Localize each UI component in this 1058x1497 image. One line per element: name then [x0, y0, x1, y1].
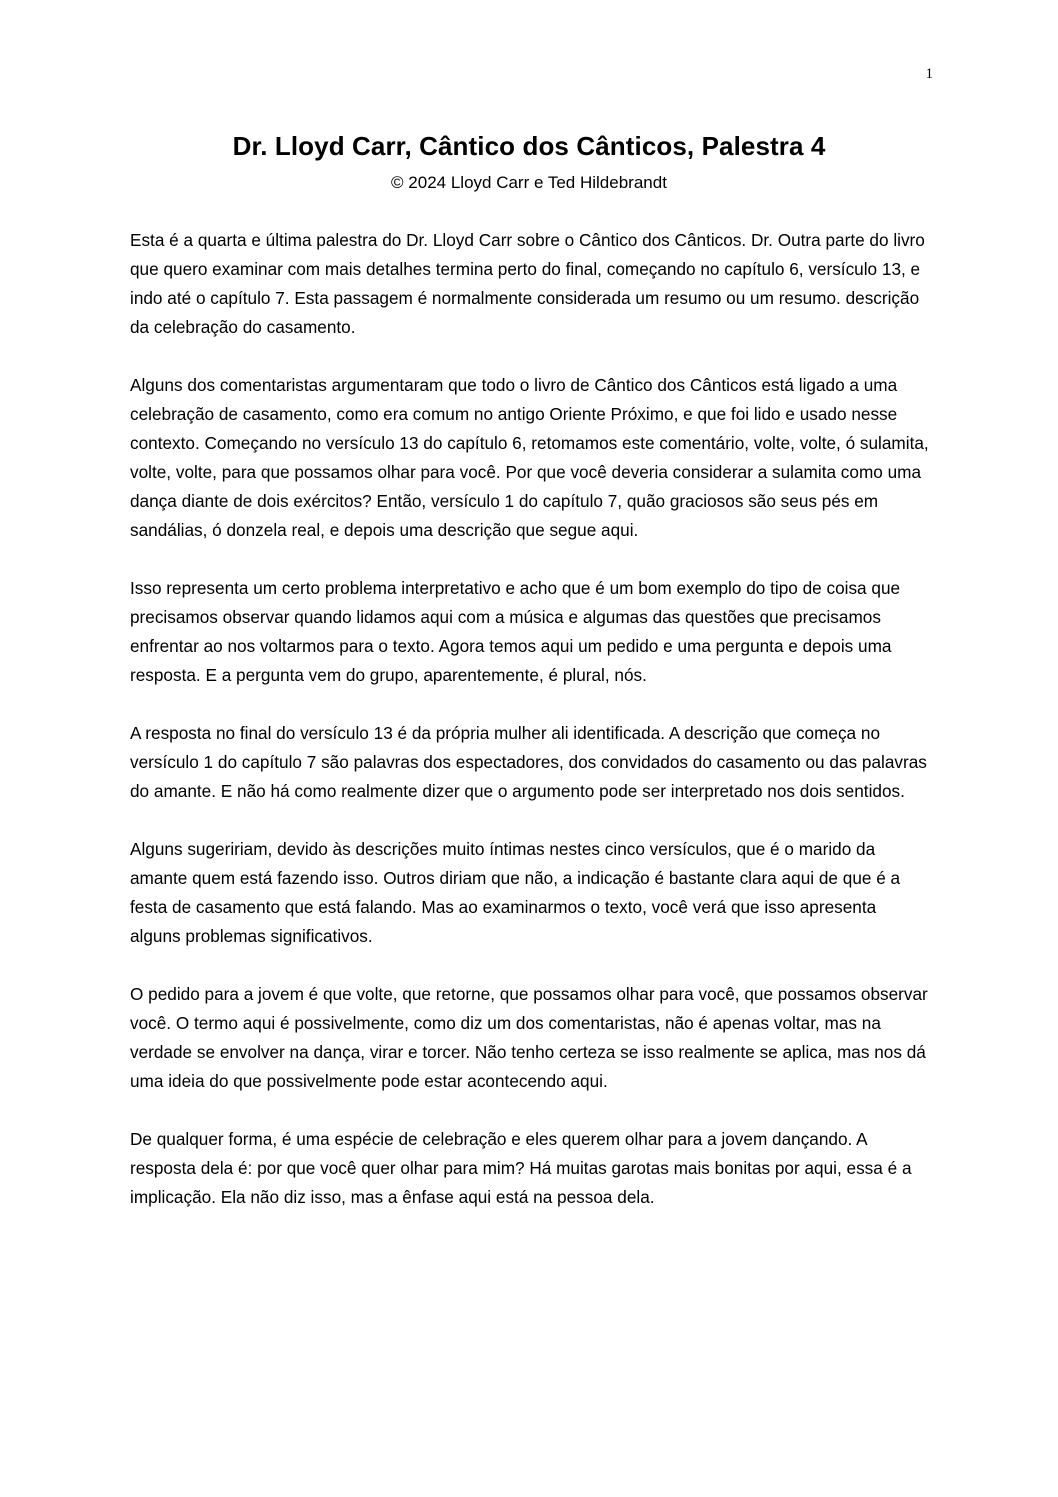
paragraph: A resposta no final do versículo 13 é da própria mulher ali identificada. A descrição que começa no versículo 1 do capítulo 7 são palavras dos espectadores, dos convidados do casamento ou das palavras do amante. E não há como realmente dizer que o argumento pode ser interpretado nos dois sentidos.: [130, 723, 927, 801]
document-body: [130, 226, 930, 1241]
copyright-line: © 2024 Lloyd Carr e Ted Hildebrandt: [391, 173, 667, 192]
paragraph: Isso representa um certo problema interpretativo e acho que é um bom exemplo do tipo de coisa que precisamos observar quando lidamos aqui com a música e algumas das questões que precisamos enfrentar ao nos voltarmos para o texto. Agora temos aqui um pedido e uma pergunta e depois uma resposta. E a pergunta vem do grupo, aparentemente, é plural, nós.: [130, 578, 901, 685]
paragraph: Esta é a quarta e última palestra do Dr. Lloyd Carr sobre o Cântico dos Cânticos. Dr. Outra parte do livro que quero examinar com mais detalhes termina perto do final, começando no capítulo 6, versículo 13, e indo até o capítulo 7. Esta passagem é normalmente considerada um resumo ou um resumo. descrição da celebração do casamento.: [130, 230, 925, 337]
paragraph: Alguns sugeririam, devido às descrições muito íntimas nestes cinco versículos, que é o marido da amante quem está fazendo isso. Outros diriam que não, a indicação é bastante clara aqui de que é a festa de casamento que está falando. Mas ao examinarmos o texto, você verá que isso apresenta alguns problemas significativos.: [130, 839, 901, 946]
paragraph: Alguns dos comentaristas argumentaram que todo o livro de Cântico dos Cânticos está ligado a uma celebração de casamento, como era comum no antigo Oriente Próximo, e que foi lido e usado nesse contexto. Começando no versículo 13 do capítulo 6, retomamos este comentário, volte, volte, ó sulamita, volte, volte, para que possamos olhar para você. Por que você deveria considerar a sulamita como uma dança diante de dois exércitos? Então, versículo 1 do capítulo 7, quão graciosos são seus pés em sandálias, ó donzela real, e depois uma descrição que segue aqui.: [130, 375, 929, 540]
paragraph: De qualquer forma, é uma espécie de celebração e eles querem olhar para a jovem dançando. A resposta dela é: por que você quer olhar para mim? Há muitas garotas mais bonitas por aqui, essa é a implicação. Ela não diz isso, mas a ênfase aqui está na pessoa dela.: [130, 1129, 912, 1207]
paragraph: O pedido para a jovem é que volte, que retorne, que possamos olhar para você, que possamos observar você. O termo aqui é possivelmente, como diz um dos comentaristas, não é apenas voltar, mas na verdade se envolver na dança, virar e torcer. Não tenho certeza se isso realmente se aplica, mas nos dá uma ideia do que possivelmente pode estar acontecendo aqui.: [130, 984, 928, 1091]
document-title: Dr. Lloyd Carr, Cântico dos Cânticos, Palestra 4: [232, 131, 826, 161]
page-number: 1: [925, 66, 933, 82]
